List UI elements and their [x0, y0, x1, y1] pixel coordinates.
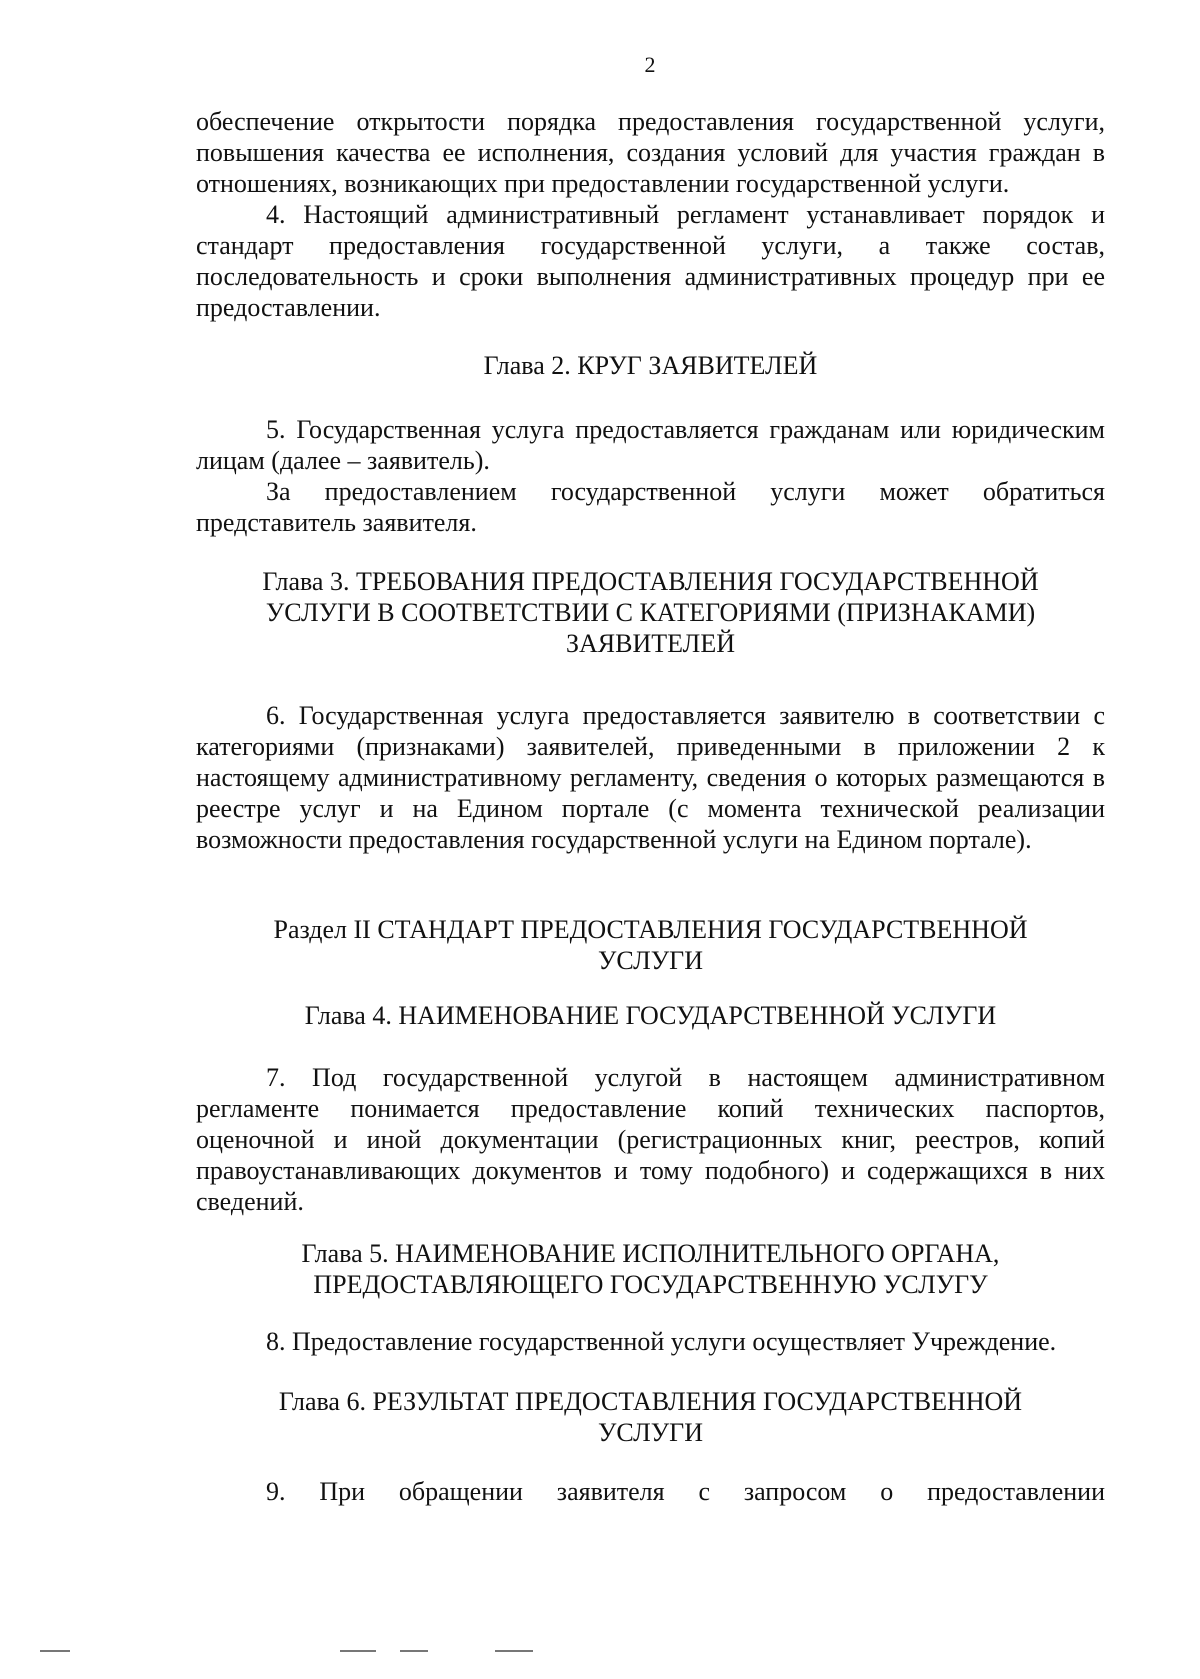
heading-chapter-6-line-2: УСЛУГИ	[598, 1418, 703, 1447]
paragraph-7: 7. Под государственной услугой в настоящем административном регламенте понимается предоставление копий технических паспортов, оценочной и иной документации (регистрационных книг, реестров, копий правоустанавливающих документов и тому подобного) и содержащихся в них сведений.	[196, 1063, 1105, 1216]
heading-chapter-6-line-1: Глава 6. РЕЗУЛЬТАТ ПРЕДОСТАВЛЕНИЯ ГОСУДАРСТВЕННОЙ	[278, 1387, 1023, 1416]
paragraph-7-block	[196, 1062, 1105, 1217]
heading-chapter-4	[196, 1000, 1105, 1031]
paragraph-intro: обеспечение открытости порядка предоставления государственной услуги, повышения качества ее исполнения, создания условий для участия граждан в отношениях, возникающих при предоставлении государственной услуги.	[196, 107, 1105, 198]
heading-section-2	[196, 914, 1105, 976]
heading-chapter-6	[196, 1386, 1105, 1448]
heading-section-2-line-2: УСЛУГИ	[598, 946, 703, 975]
heading-section-2-line-1: Раздел II СТАНДАРТ ПРЕДОСТАВЛЕНИЯ ГОСУДАРСТВЕННОЙ	[273, 915, 1028, 944]
paragraph-8: 8. Предоставление государственной услуги осуществляет Учреждение.	[266, 1327, 1057, 1356]
paragraph-6: 6. Государственная услуга предоставляется заявителю в соответствии с категориями (признаками) заявителей, приведенными в приложении 2 к настоящему административному регламенту, сведения о которых размещаются в реестре услуг и на Едином портале (с момента технической реализации возможности предоставления государственной услуги на Едином портале).	[196, 701, 1105, 854]
scan-dash	[400, 1650, 428, 1652]
heading-chapter-2	[196, 350, 1105, 381]
paragraph-5: 5. Государственная услуга предоставляется гражданам или юридическим лицам (далее – заявитель).	[196, 415, 1105, 475]
paragraph-4: 4. Настоящий административный регламент устанавливает порядок и стандарт предоставления государственной услуги, а также состав, последовательность и сроки выполнения административных процедур при ее предоставлении.	[196, 200, 1105, 322]
heading-chapter-3-line-3: ЗАЯВИТЕЛЕЙ	[566, 629, 735, 658]
heading-chapter-5	[196, 1238, 1105, 1300]
intro-block	[196, 106, 1105, 323]
page-number: 2	[644, 52, 656, 77]
paragraph-5-block	[196, 414, 1105, 538]
paragraph-6-block	[196, 700, 1105, 855]
scan-dash	[40, 1650, 70, 1652]
scan-artifacts	[0, 1650, 1200, 1660]
heading-chapter-2-text: Глава 2. КРУГ ЗАЯВИТЕЛЕЙ	[483, 351, 818, 380]
heading-chapter-3	[196, 566, 1105, 659]
paragraph-9-block	[196, 1476, 1105, 1507]
heading-chapter-5-line-2: ПРЕДОСТАВЛЯЮЩЕГО ГОСУДАРСТВЕННУЮ УСЛУГУ	[313, 1270, 988, 1299]
paragraph-9: 9. При обращении заявителя с запросом о предоставлении	[266, 1477, 1105, 1506]
paragraph-8-block	[196, 1326, 1105, 1357]
paragraph-5b: За предоставлением государственной услуги может обратиться представитель заявителя.	[196, 477, 1105, 537]
heading-chapter-3-line-1: Глава 3. ТРЕБОВАНИЯ ПРЕДОСТАВЛЕНИЯ ГОСУДАРСТВЕННОЙ	[262, 567, 1039, 596]
heading-chapter-3-line-2: УСЛУГИ В СООТВЕТСТВИИ С КАТЕГОРИЯМИ (ПРИЗНАКАМИ)	[265, 598, 1036, 627]
scan-dash	[495, 1650, 533, 1652]
heading-chapter-5-line-1: Глава 5. НАИМЕНОВАНИЕ ИСПОЛНИТЕЛЬНОГО ОРГАНА,	[301, 1239, 1000, 1268]
heading-chapter-4-text: Глава 4. НАИМЕНОВАНИЕ ГОСУДАРСТВЕННОЙ УСЛУГИ	[304, 1001, 997, 1030]
scan-dash	[340, 1650, 376, 1652]
